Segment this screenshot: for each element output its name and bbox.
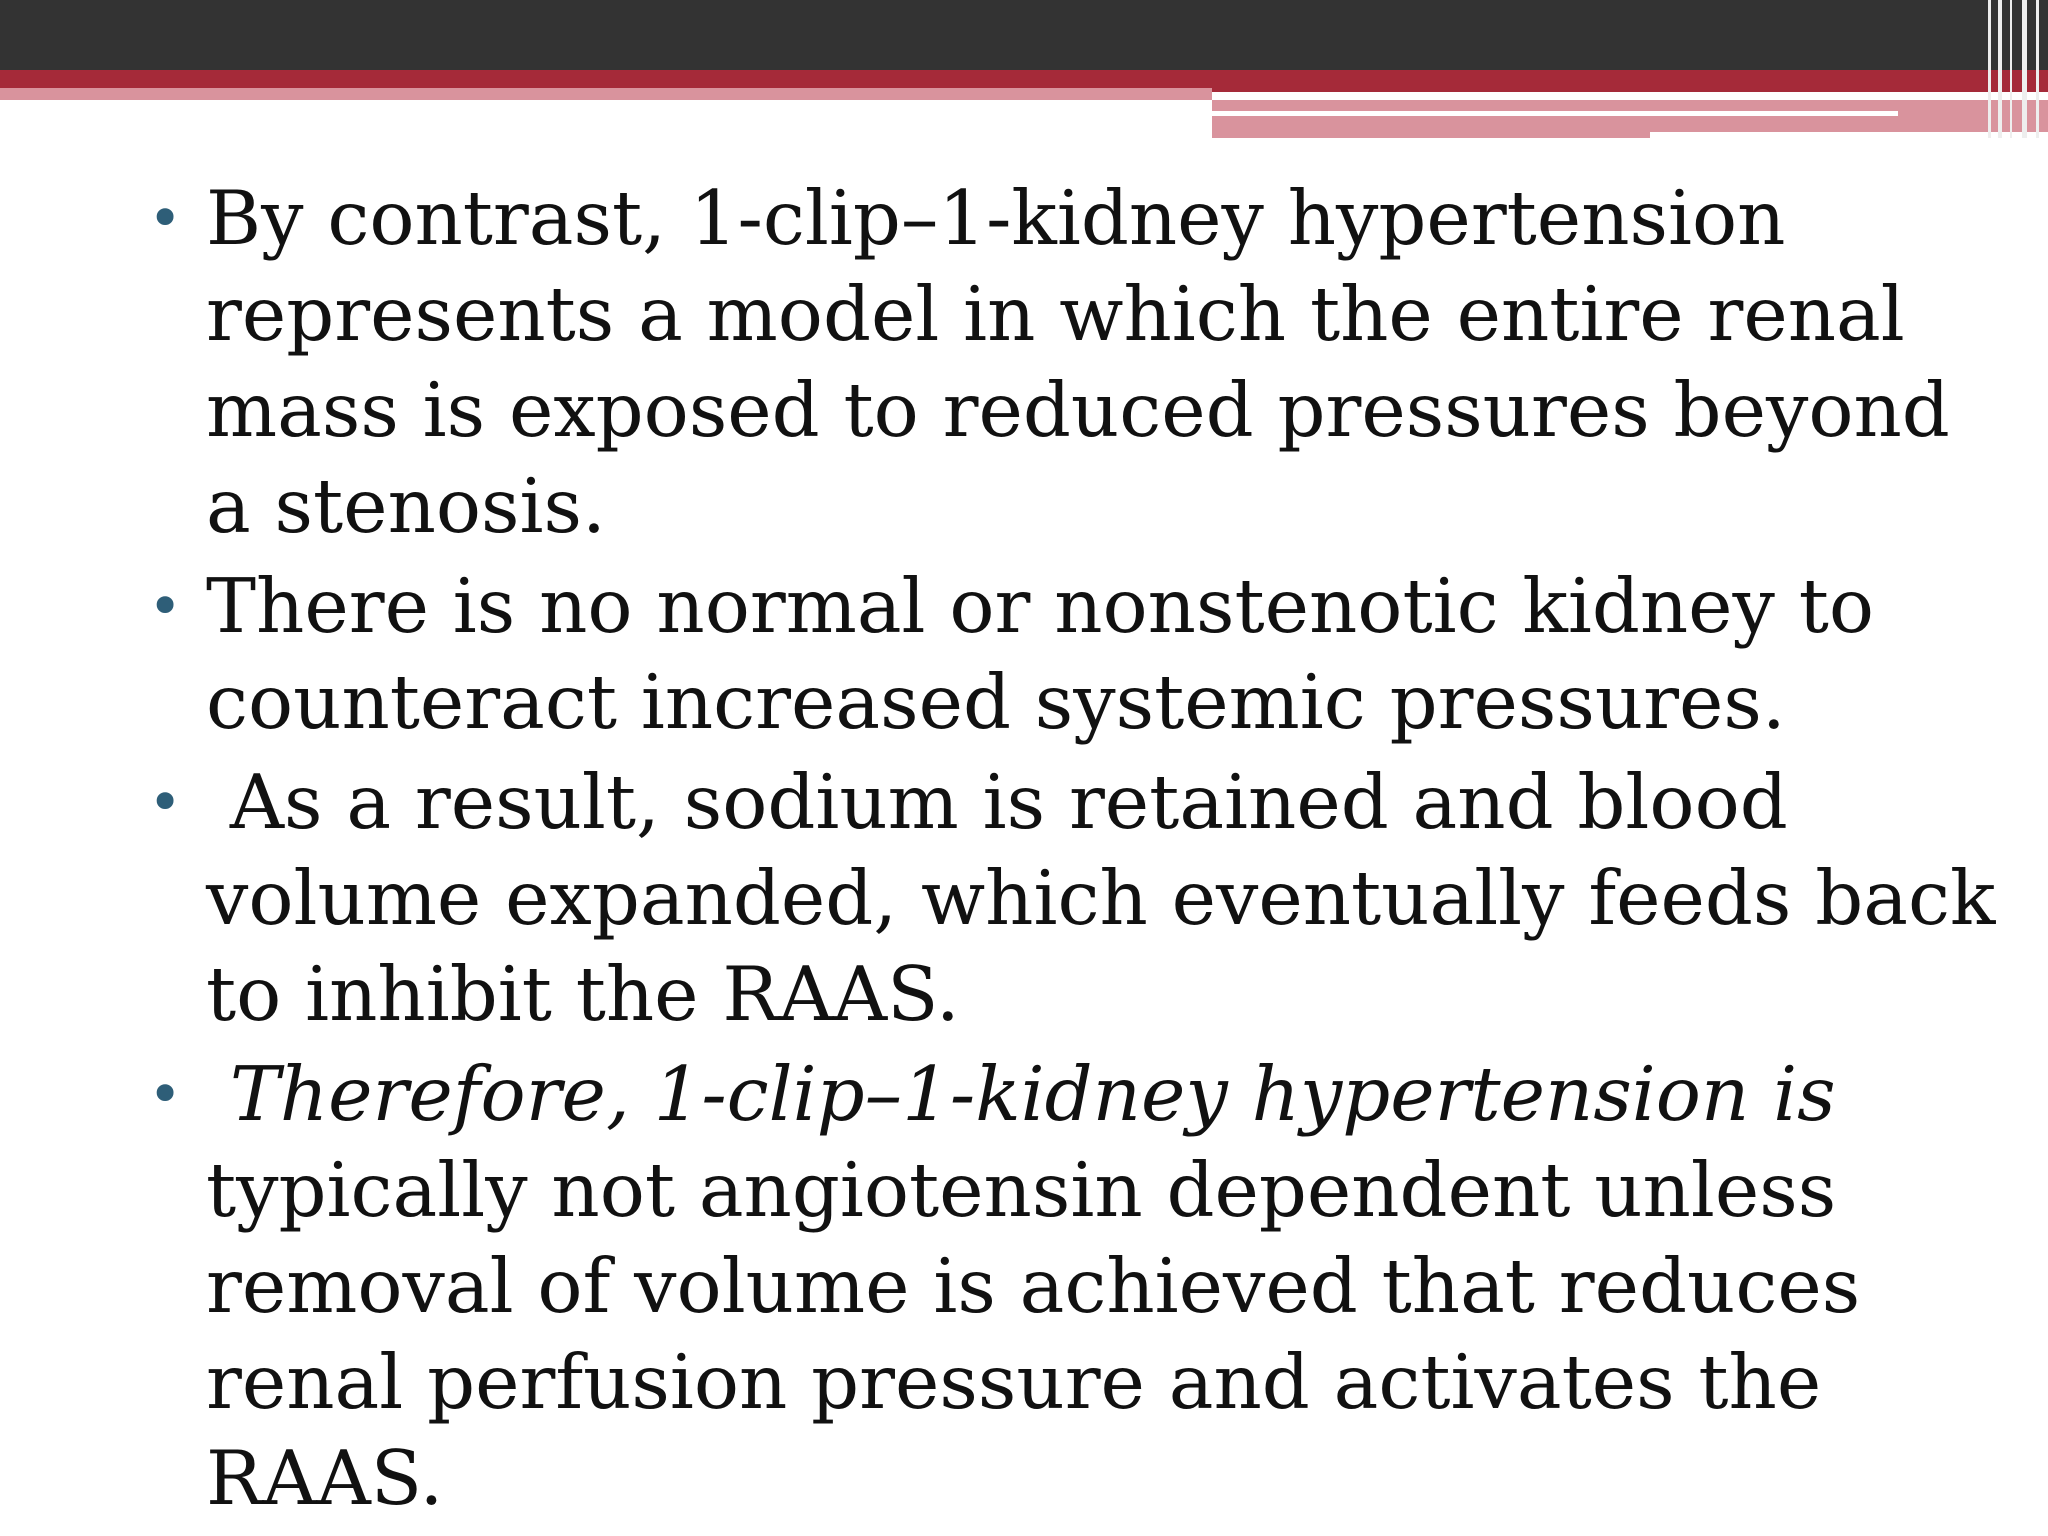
bullet-italic-lead: Therefore, 1-clip–1-kidney hypertension is xyxy=(206,1050,1836,1138)
bullet-text: As a result, sodium is retained and blood volume expanded, which eventually feeds back to inhibit the RAAS. xyxy=(206,758,2020,1038)
top-dark-bar xyxy=(0,0,2048,70)
bullet-icon: • xyxy=(148,1060,183,1128)
bullet-list xyxy=(148,170,2020,1530)
bullet-icon: • xyxy=(148,572,183,640)
bullet-icon: • xyxy=(148,768,183,836)
bullet-text: There is no normal or nonstenotic kidney to counteract increased systemic pressures. xyxy=(206,562,1875,746)
decorative-line xyxy=(1212,111,1898,116)
bullet-icon: • xyxy=(148,184,183,252)
edge-decoration xyxy=(1984,0,2048,138)
bullet-item xyxy=(148,170,2008,554)
top-pink-bar-left xyxy=(0,88,1212,100)
bullet-item xyxy=(148,1046,2008,1526)
bullet-text: By contrast, 1-clip–1-kidney hypertension represents a model in which the entire renal mass is exposed to reduced pressures beyond a stenosis. xyxy=(206,174,1950,550)
bullet-text: typically not angiotensin dependent unless removal of volume is achieved that reduces renal perfusion pressure and activates the RAAS. xyxy=(206,1146,1861,1522)
bullet-item xyxy=(148,754,2020,1042)
bullet-item xyxy=(148,558,2008,750)
